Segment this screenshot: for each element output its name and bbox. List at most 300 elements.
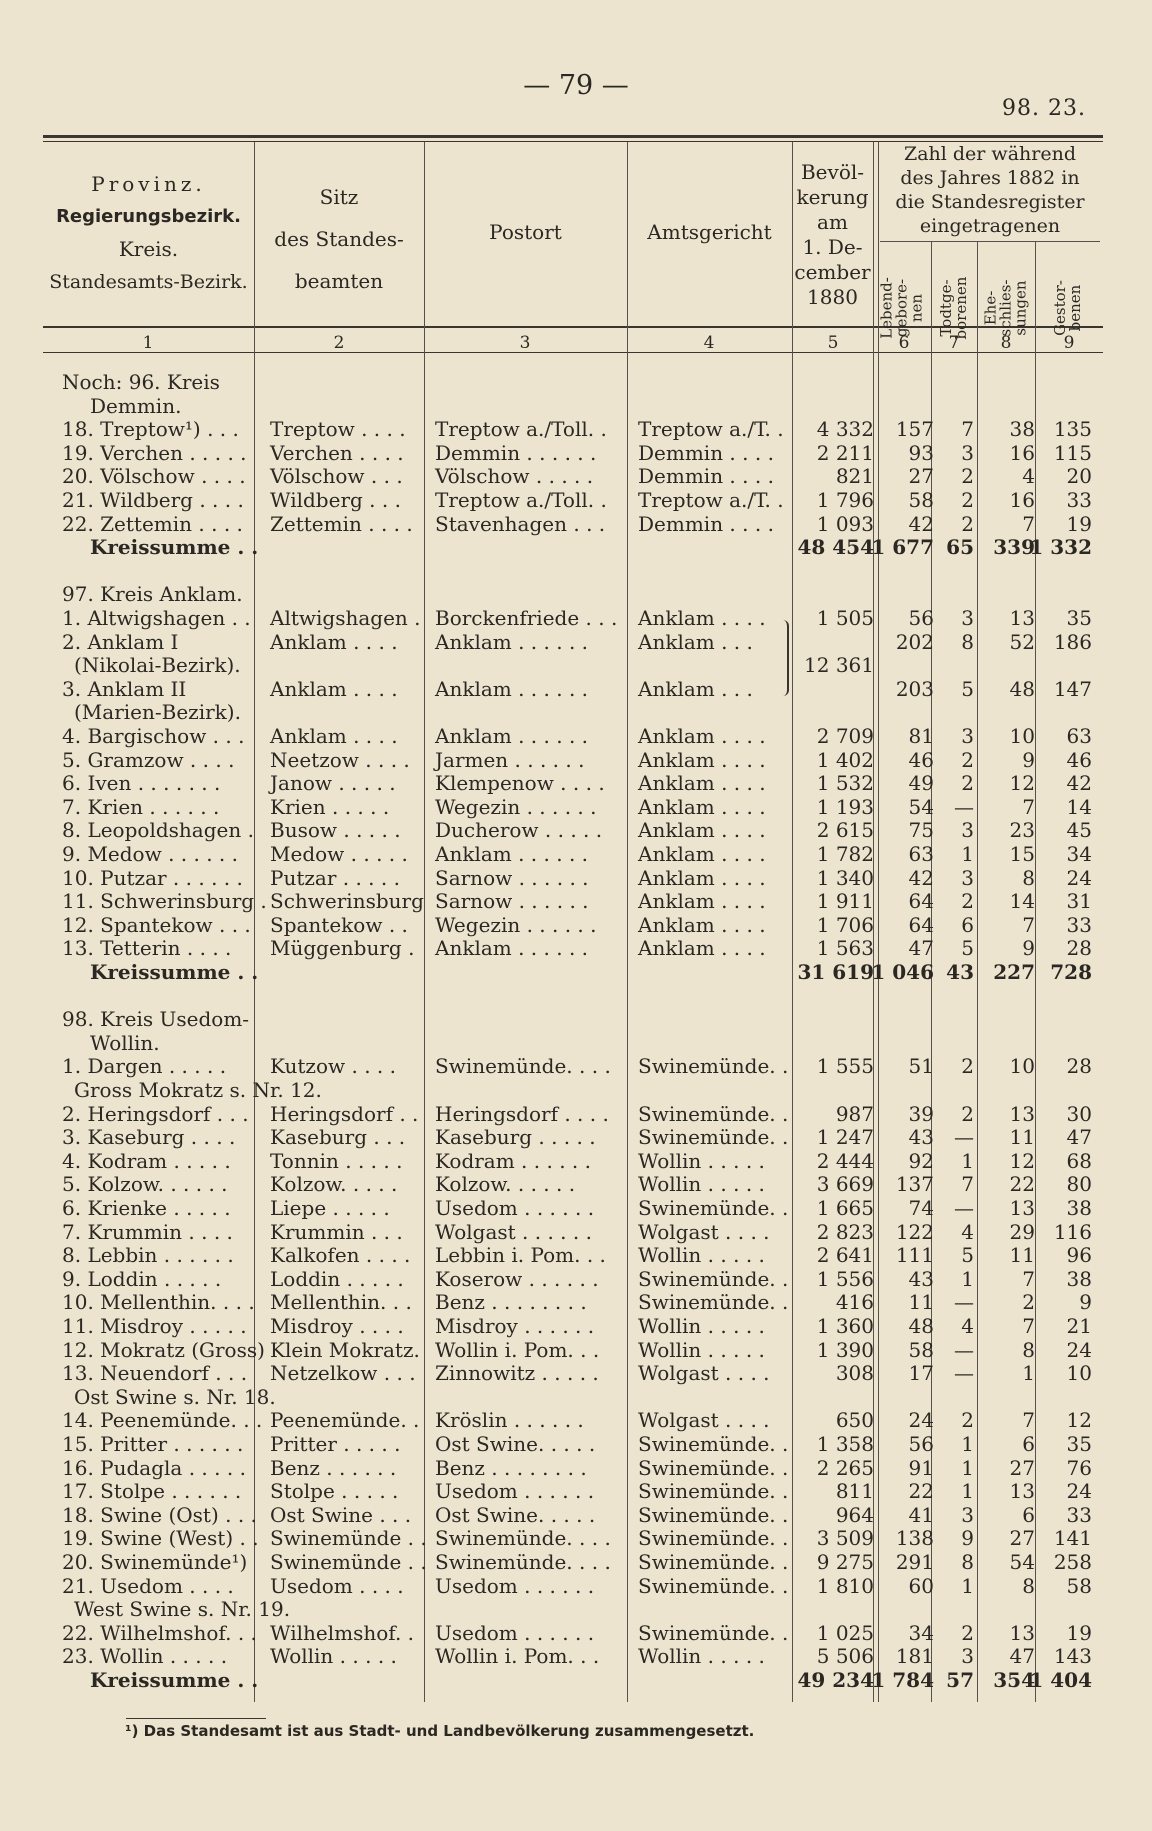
sitz-standesbeamten: Kaseburg . . . (270, 1125, 406, 1149)
postort: Sarnow . . . . . . (435, 889, 589, 913)
table-row (0, 1361, 1152, 1385)
standesamt-bezirk: 1. Altwigshagen . . (62, 606, 251, 630)
table-row (0, 1125, 1152, 1149)
deaths-value: 24 (1066, 866, 1092, 890)
live-births-value: 34 (908, 1621, 934, 1645)
sitz-standesbeamten: Heringsdorf . . (270, 1102, 419, 1126)
cross-reference: Gross Mokratz s. Nr. 12. (74, 1078, 322, 1102)
subheader-rule (880, 241, 1100, 242)
population-value: 1 665 (816, 1196, 874, 1220)
table-row (0, 512, 1152, 536)
sum-row (0, 1668, 1152, 1692)
marriages-value: 27 (1009, 1456, 1035, 1480)
amtsgericht: Swinemünde. . (638, 1456, 789, 1480)
standesamt-bezirk: 13. Tetterin . . . . (62, 936, 232, 960)
stillbirths-value: 3 (961, 1644, 974, 1668)
district-heading (0, 582, 1152, 606)
standesamt-bezirk: 10. Mellenthin. . . . (62, 1290, 255, 1314)
deaths-value: 9 (1079, 1290, 1092, 1314)
deaths-value: 68 (1066, 1149, 1092, 1173)
table-row (0, 1550, 1152, 1574)
population-value: 1 358 (816, 1432, 874, 1456)
postort: Kaseburg . . . . . (435, 1125, 596, 1149)
marriages-value: 13 (1009, 1621, 1035, 1645)
live-births-value: 42 (908, 866, 934, 890)
population-value: 1 563 (816, 936, 874, 960)
population-value: 416 (835, 1290, 874, 1314)
postort: Völschow . . . . . (435, 464, 594, 488)
deaths-value: 96 (1066, 1243, 1092, 1267)
table-row (0, 1267, 1152, 1291)
deaths-value: 35 (1066, 606, 1092, 630)
marriages-value: 11 (1009, 1125, 1035, 1149)
header-bev-line: cember (794, 260, 871, 284)
table-row (0, 889, 1152, 913)
population-value: 1 782 (816, 842, 874, 866)
live-births-value: 49 (908, 771, 934, 795)
table-row (0, 771, 1152, 795)
live-births-value: 43 (908, 1267, 934, 1291)
amtsgericht: Swinemünde. . (638, 1125, 789, 1149)
standesamt-bezirk: 11. Schwerinsburg . (62, 889, 267, 913)
deaths-value: 33 (1066, 913, 1092, 937)
live-births-sum: 1 784 (871, 1668, 934, 1692)
deaths-value: 31 (1066, 889, 1092, 913)
amtsgericht: Swinemünde. . (638, 1526, 789, 1550)
deaths-value: 28 (1066, 1054, 1092, 1078)
standesamt-bezirk: 18. Swine (Ost) . . . (62, 1503, 257, 1527)
table-row (0, 1432, 1152, 1456)
live-births-value: 64 (908, 913, 934, 937)
table-row (0, 1503, 1152, 1527)
population-sum: 31 619 (797, 960, 874, 984)
marriages-value: 1 (1022, 1361, 1035, 1385)
table-row (0, 1621, 1152, 1645)
deaths-value: 47 (1066, 1125, 1092, 1149)
kreissumme-label: Kreissumme . . (90, 535, 259, 559)
cross-reference: West Swine s. Nr. 19. (74, 1597, 291, 1621)
population-value: 2 823 (816, 1220, 874, 1244)
district-name: Wollin. (90, 1031, 160, 1055)
postort: Usedom . . . . . . (435, 1479, 595, 1503)
live-births-value: 11 (908, 1290, 934, 1314)
stillbirths-sum: 57 (946, 1668, 974, 1692)
population-value: 3 509 (816, 1526, 874, 1550)
population-value: 1 360 (816, 1314, 874, 1338)
table-row (0, 748, 1152, 772)
header-kreis: Kreis. (118, 237, 179, 261)
standesamt-bezirk: 23. Wollin . . . . . (62, 1644, 228, 1668)
deaths-value: 33 (1066, 488, 1092, 512)
table-row (0, 441, 1152, 465)
table-row (0, 842, 1152, 866)
header-group-line: eingetragenen (919, 215, 1061, 237)
live-births-value: 41 (908, 1503, 934, 1527)
sitz-standesbeamten: Treptow . . . . (270, 417, 406, 441)
marriages-sum: 227 (993, 960, 1035, 984)
header-col2 (254, 176, 424, 302)
population-value: 650 (835, 1408, 874, 1432)
population-value: 4 332 (816, 417, 874, 441)
marriages-value: 52 (1009, 630, 1035, 654)
amtsgericht: Wollin . . . . . (638, 1314, 765, 1338)
stillbirths-value: 7 (961, 417, 974, 441)
marriages-value: 11 (1009, 1243, 1035, 1267)
stillbirths-value: 2 (961, 748, 974, 772)
header-standesamt: Standesamts-Bezirk. (49, 271, 248, 293)
sitz-standesbeamten: Wildberg . . . (270, 488, 401, 512)
live-births-value: 74 (908, 1196, 934, 1220)
stillbirths-value: 1 (961, 1267, 974, 1291)
sitz-standesbeamten: Anklam . . . . (270, 630, 398, 654)
amtsgericht: Anklam . . . . (638, 913, 766, 937)
header-postort: Postort (489, 220, 562, 244)
stillbirths-value: 4 (961, 1314, 974, 1338)
column-number: 6 (898, 333, 910, 353)
live-births-value: 138 (895, 1526, 934, 1550)
postort: Anklam . . . . . . (435, 936, 589, 960)
live-births-value: 54 (908, 795, 934, 819)
postort: Benz . . . . . . . . (435, 1290, 587, 1314)
postort: Demmin . . . . . . (435, 441, 597, 465)
header-bev-line: kerung (796, 185, 869, 209)
district-name: Noch: 96. Kreis (62, 370, 220, 394)
amtsgericht: Swinemünde. . (638, 1102, 789, 1126)
header-bev-line: am (817, 210, 848, 234)
header-bev-line: 1. De- (802, 235, 863, 259)
standesamt-bezirk: 2. Heringsdorf . . . (62, 1102, 249, 1126)
header-group-line: die Standesregister (895, 191, 1085, 213)
amtsgericht: Swinemünde. . (638, 1503, 789, 1527)
live-births-value: 47 (908, 936, 934, 960)
standesamt-bezirk: 11. Misdroy . . . . . (62, 1314, 247, 1338)
amtsgericht: Wollin . . . . . (638, 1149, 765, 1173)
table-row (0, 700, 1152, 724)
amtsgericht: Swinemünde. . (638, 1432, 789, 1456)
stillbirths-value: 2 (961, 1408, 974, 1432)
anklam-brace (777, 620, 789, 696)
header-standes: des Standes- (274, 227, 404, 251)
standesamt-bezirk: 22. Wilhelmshof. . . (62, 1621, 257, 1645)
table-row (0, 1479, 1152, 1503)
live-births-sum: 1 677 (871, 535, 934, 559)
marriages-value: 8 (1022, 1338, 1035, 1362)
table-row (0, 1290, 1152, 1314)
postort: Treptow a./Toll. . (435, 488, 607, 512)
marriages-value: 22 (1009, 1172, 1035, 1196)
header-bev-line: Bevöl- (800, 160, 865, 184)
table-row (0, 677, 1152, 701)
table-row (0, 606, 1152, 630)
postort: Kolzow. . . . . . (435, 1172, 576, 1196)
marriages-value: 38 (1009, 417, 1035, 441)
standesamt-bezirk: 8. Leopoldshagen . (62, 818, 254, 842)
column-number: 9 (1063, 333, 1075, 353)
table-row (0, 1314, 1152, 1338)
standesamt-bezirk: 17. Stolpe . . . . . . (62, 1479, 242, 1503)
sitz-standesbeamten: Liepe . . . . . (270, 1196, 390, 1220)
marriages-value: 8 (1022, 866, 1035, 890)
stillbirths-value: 1 (961, 1456, 974, 1480)
sitz-standesbeamten: Zettemin . . . . (270, 512, 413, 536)
column-number: 7 (948, 333, 960, 353)
column-number: 2 (333, 333, 345, 353)
cross-reference: Ost Swine s. Nr. 18. (74, 1385, 276, 1409)
deaths-value: 38 (1066, 1267, 1092, 1291)
deaths-value: 186 (1053, 630, 1092, 654)
live-births-value: 58 (908, 1338, 934, 1362)
amtsgericht: Anklam . . . . (638, 795, 766, 819)
column-number: 1 (142, 333, 154, 353)
deaths-value: 147 (1053, 677, 1092, 701)
population-value: 1 532 (816, 771, 874, 795)
amtsgericht: Anklam . . . . (638, 748, 766, 772)
sum-row (0, 535, 1152, 559)
footnote-rule (126, 1718, 266, 1719)
amtsgericht: Swinemünde. . (638, 1054, 789, 1078)
standesamt-bezirk: 8. Lebbin . . . . . . (62, 1243, 234, 1267)
standesamt-bezirk: 6. Iven . . . . . . . (62, 771, 221, 795)
standesamt-bezirk: 14. Peenemünde. . . (62, 1408, 263, 1432)
deaths-value: 42 (1066, 771, 1092, 795)
standesamt-bezirk: 20. Swinemünde¹) (62, 1550, 248, 1574)
header-sitz: Sitz (319, 185, 359, 209)
amtsgericht: Swinemünde. . (638, 1267, 789, 1291)
population-value: 1 796 (816, 488, 874, 512)
sitz-standesbeamten: Medow . . . . . (270, 842, 408, 866)
sitz-standesbeamten: Krien . . . . . (270, 795, 390, 819)
deaths-value: 115 (1053, 441, 1092, 465)
deaths-value: 58 (1066, 1574, 1092, 1598)
population-value: 1 810 (816, 1574, 874, 1598)
population-value: 1 706 (816, 913, 874, 937)
deaths-value: 24 (1066, 1479, 1092, 1503)
live-births-value: 91 (908, 1456, 934, 1480)
stillbirths-value: — (954, 1290, 974, 1314)
stillbirths-value: — (954, 1196, 974, 1220)
standesamt-bezirk: 7. Krummin . . . . (62, 1220, 233, 1244)
population-value: 1 911 (816, 889, 874, 913)
sitz-standesbeamten: Loddin . . . . . (270, 1267, 404, 1291)
amtsgericht: Anklam . . . . (638, 606, 766, 630)
postort: Misdroy . . . . . . (435, 1314, 595, 1338)
sitz-standesbeamten: Kolzow. . . . . (270, 1172, 398, 1196)
sitz-standesbeamten: Neetzow . . . . (270, 748, 410, 772)
stillbirths-value: 8 (961, 1550, 974, 1574)
deaths-value: 35 (1066, 1432, 1092, 1456)
column-number: 5 (827, 333, 839, 353)
population-value: 1 247 (816, 1125, 874, 1149)
marriages-value: 16 (1009, 441, 1035, 465)
population-value: 2 709 (816, 724, 874, 748)
footnote: ¹) Das Standesamt ist aus Stadt- und Landbevölkerung zusammengesetzt. (125, 1722, 755, 1740)
sitz-standesbeamten: Netzelkow . . . (270, 1361, 416, 1385)
amtsgericht: Anklam . . . . (638, 818, 766, 842)
stillbirths-value: — (954, 795, 974, 819)
marriages-sum: 354 (993, 1668, 1035, 1692)
table-row (0, 1172, 1152, 1196)
population-value: 1 193 (816, 795, 874, 819)
amtsgericht: Wollin . . . . . (638, 1338, 765, 1362)
live-births-value: 43 (908, 1125, 934, 1149)
stillbirths-value: 3 (961, 724, 974, 748)
sitz-standesbeamten: Stolpe . . . . . (270, 1479, 399, 1503)
stillbirths-value: 2 (961, 771, 974, 795)
postort: Borckenfriede . . . (435, 606, 618, 630)
standesamt-bezirk: 15. Pritter . . . . . . (62, 1432, 244, 1456)
population-value: 964 (835, 1503, 874, 1527)
population-value: 2 641 (816, 1243, 874, 1267)
population-value: 2 265 (816, 1456, 874, 1480)
standesamt-bezirk: 20. Völschow . . . . (62, 464, 246, 488)
postort: Usedom . . . . . . (435, 1574, 595, 1598)
table-row (0, 1196, 1152, 1220)
stillbirths-value: 9 (961, 1526, 974, 1550)
standesamt-bezirk: 12. Spantekow . . . (62, 913, 251, 937)
standesamt-bezirk: 4. Kodram . . . . . (62, 1149, 231, 1173)
table-row (0, 488, 1152, 512)
sitz-standesbeamten: Klein Mokratz. (270, 1338, 420, 1362)
header-sub-label: Lebend- gebore- nen (877, 277, 926, 339)
sitz-standesbeamten: Kalkofen . . . . (270, 1243, 411, 1267)
sitz-standesbeamten: Pritter . . . . . (270, 1432, 401, 1456)
table-row (0, 724, 1152, 748)
stillbirths-value: 3 (961, 866, 974, 890)
deaths-value: 19 (1066, 1621, 1092, 1645)
postort: Wegezin . . . . . . (435, 795, 597, 819)
population-value: 1 390 (816, 1338, 874, 1362)
marriages-value: 10 (1009, 724, 1035, 748)
table-row (0, 1408, 1152, 1432)
marriages-value: 7 (1022, 1408, 1035, 1432)
table-row (0, 1054, 1152, 1078)
stillbirths-value: 1 (961, 842, 974, 866)
stillbirths-value: 1 (961, 1479, 974, 1503)
postort: Anklam . . . . . . (435, 677, 589, 701)
deaths-value: 34 (1066, 842, 1092, 866)
sitz-standesbeamten: Spantekow . . (270, 913, 408, 937)
stillbirths-value: — (954, 1361, 974, 1385)
sitz-standesbeamten: Swinemünde . . (270, 1550, 427, 1574)
amtsgericht: Wollin . . . . . (638, 1172, 765, 1196)
stillbirths-value: — (954, 1338, 974, 1362)
live-births-value: 64 (908, 889, 934, 913)
live-births-value: 157 (895, 417, 934, 441)
deaths-value: 63 (1066, 724, 1092, 748)
postort: Ducherow . . . . . (435, 818, 603, 842)
sitz-standesbeamten: Peenemünde. . (270, 1408, 420, 1432)
amtsgericht: Treptow a./T. . (638, 488, 784, 512)
standesamt-bezirk: 10. Putzar . . . . . . (62, 866, 243, 890)
postort: Swinemünde. . . . (435, 1550, 611, 1574)
postort: Sarnow . . . . . . (435, 866, 589, 890)
marriages-value: 9 (1022, 748, 1035, 772)
amtsgericht: Wollin . . . . . (638, 1644, 765, 1668)
marriages-value: 12 (1009, 1149, 1035, 1173)
district-name: 98. Kreis Usedom- (62, 1007, 250, 1031)
postort: Wollin i. Pom. . . (435, 1644, 600, 1668)
live-births-value: 81 (908, 724, 934, 748)
stillbirths-value: 3 (961, 818, 974, 842)
amtsgericht: Demmin . . . . (638, 464, 774, 488)
sitz-standesbeamten: Schwerinsburg (270, 889, 424, 913)
live-births-value: 75 (908, 818, 934, 842)
population-value: 3 669 (816, 1172, 874, 1196)
population-value: 12 361 (804, 653, 874, 677)
stillbirths-value: 2 (961, 1054, 974, 1078)
amtsgericht: Anklam . . . . (638, 889, 766, 913)
standesamt-bezirk: 21. Usedom . . . . (62, 1574, 234, 1598)
marriages-value: 13 (1009, 1479, 1035, 1503)
population-value: 2 615 (816, 818, 874, 842)
postort: Anklam . . . . . . (435, 630, 589, 654)
sitz-standesbeamten: Wollin . . . . . (270, 1644, 397, 1668)
deaths-value: 258 (1053, 1550, 1092, 1574)
deaths-value: 38 (1066, 1196, 1092, 1220)
postort: Treptow a./Toll. . (435, 417, 607, 441)
table-row (0, 1456, 1152, 1480)
live-births-value: 60 (908, 1574, 934, 1598)
header-sub-label: Ehe- schlies- sungen (981, 279, 1030, 337)
marriages-value: 29 (1009, 1220, 1035, 1244)
amtsgericht: Anklam . . . (638, 677, 753, 701)
live-births-value: 42 (908, 512, 934, 536)
marriages-value: 9 (1022, 936, 1035, 960)
amtsgericht: Swinemünde. . (638, 1574, 789, 1598)
live-births-value: 203 (895, 677, 934, 701)
kreissumme-label: Kreissumme . . (90, 1668, 259, 1692)
live-births-value: 93 (908, 441, 934, 465)
stillbirths-value: 1 (961, 1574, 974, 1598)
header-bevoelkerung (792, 160, 873, 310)
postort: Ost Swine. . . . . (435, 1503, 596, 1527)
table-row (0, 1338, 1152, 1362)
header-col1 (43, 170, 254, 300)
population-sum: 49 234 (797, 1668, 874, 1692)
standesamt-bezirk: 22. Zettemin . . . . (62, 512, 243, 536)
deaths-value: 20 (1066, 464, 1092, 488)
header-sub-label: Todtge- borenen (937, 276, 970, 340)
deaths-value: 10 (1066, 1361, 1092, 1385)
marriages-value: 48 (1009, 677, 1035, 701)
amtsgericht: Anklam . . . . (638, 724, 766, 748)
column-number: 3 (519, 333, 531, 353)
sitz-standesbeamten: Ost Swine . . . (270, 1503, 412, 1527)
marriages-value: 12 (1009, 771, 1035, 795)
population-value: 2 444 (816, 1149, 874, 1173)
sitz-standesbeamten: Swinemünde . . (270, 1526, 427, 1550)
table-row (0, 1597, 1152, 1621)
standesamt-bezirk: 21. Wildberg . . . . (62, 488, 244, 512)
postort: Stavenhagen . . . (435, 512, 606, 536)
deaths-value: 80 (1066, 1172, 1092, 1196)
table-row (0, 1220, 1152, 1244)
sitz-standesbeamten: Wilhelmshof. . (270, 1621, 415, 1645)
postort: Wegezin . . . . . . (435, 913, 597, 937)
stillbirths-value: 8 (961, 630, 974, 654)
live-births-value: 39 (908, 1102, 934, 1126)
amtsgericht: Demmin . . . . (638, 512, 774, 536)
amtsgericht: Anklam . . . . (638, 866, 766, 890)
header-provinz: Provinz. (91, 172, 206, 196)
standesamt-bezirk: 18. Treptow¹) . . . (62, 417, 239, 441)
header-group-line: Zahl der während (904, 143, 1076, 165)
marriages-value: 8 (1022, 1574, 1035, 1598)
kreissumme-label: Kreissumme . . (90, 960, 259, 984)
deaths-value: 19 (1066, 512, 1092, 536)
postort: Ost Swine. . . . . (435, 1432, 596, 1456)
header-group-line: des Jahres 1882 in (900, 167, 1080, 189)
